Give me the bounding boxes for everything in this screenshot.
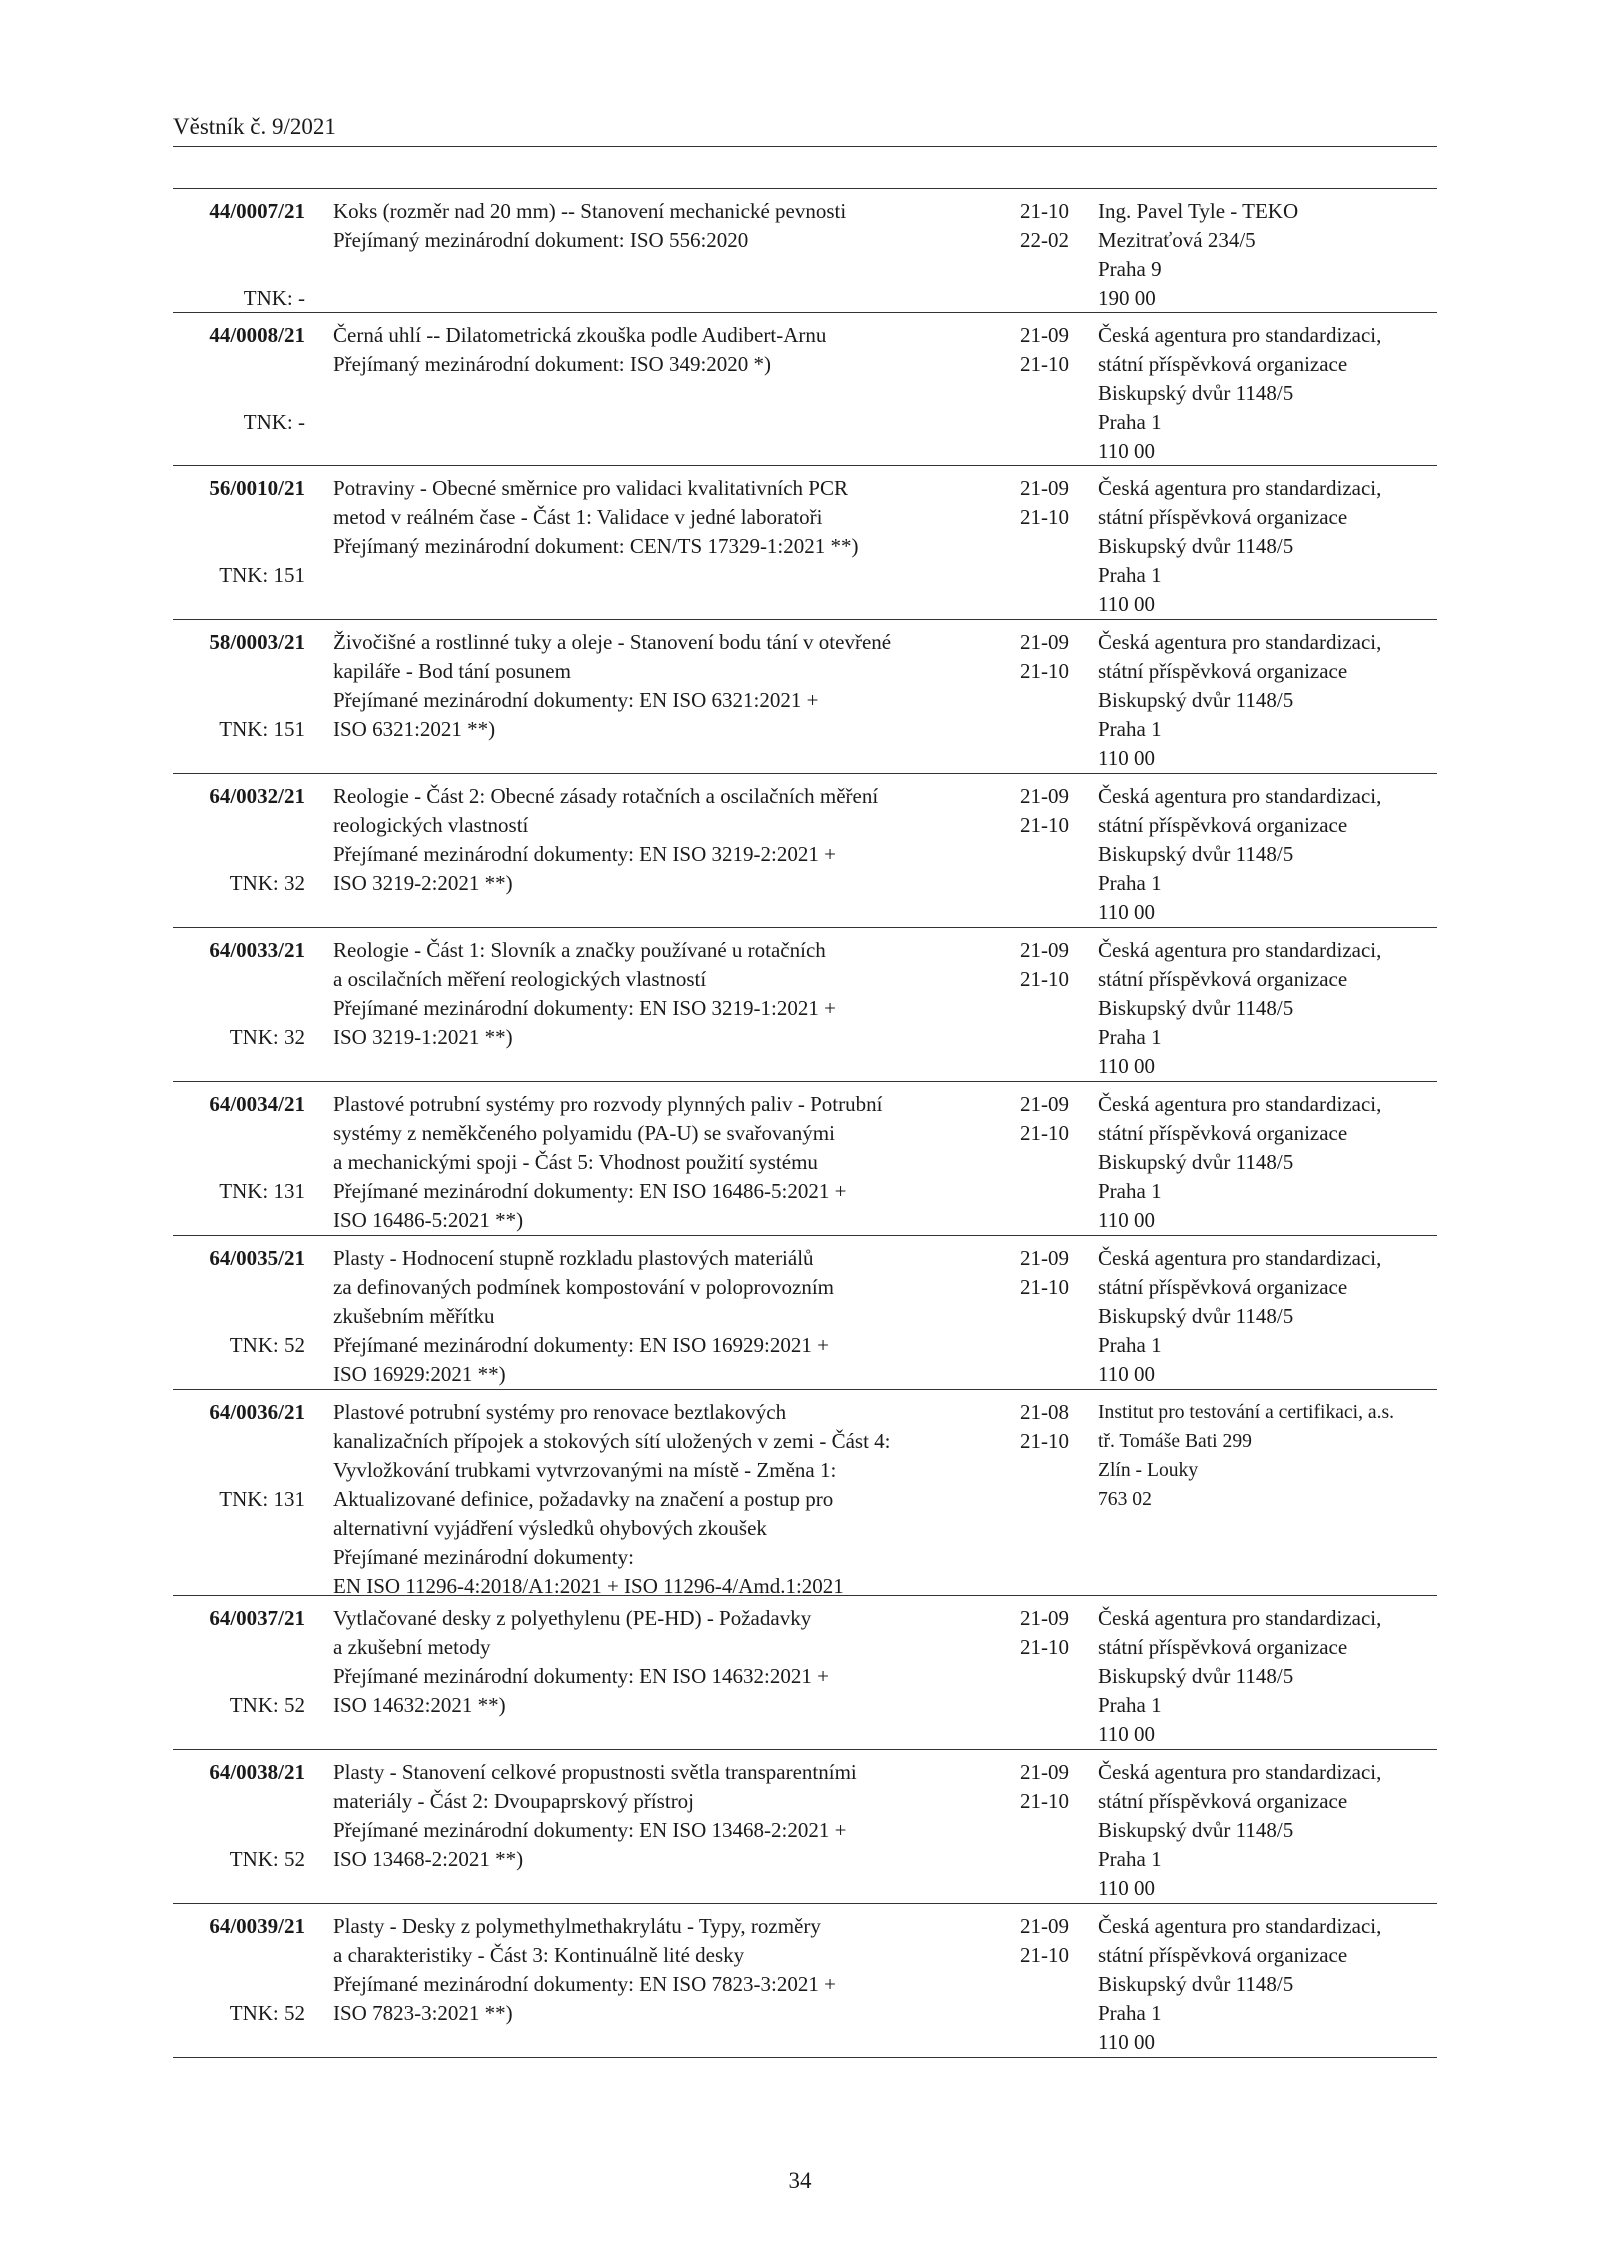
date-value: 21-10 (1020, 1635, 1069, 1659)
address-line: Česká agentura pro standardizaci, (1098, 784, 1382, 808)
entry-id-column (173, 474, 305, 587)
title-line: Koks (rozměr nad 20 mm) -- Stanovení mechanické pevnosti (333, 199, 847, 223)
address-line: Biskupský dvůr 1148/5 (1098, 1972, 1294, 1996)
processor-address (1098, 474, 1443, 619)
entry-dates (993, 197, 1069, 255)
entry-title (333, 197, 983, 255)
address-line: státní příspěvková organizace (1098, 1943, 1348, 1967)
date-value: 21-09 (1020, 630, 1069, 654)
address-line: 110 00 (1098, 900, 1155, 924)
address-line: státní příspěvková organizace (1098, 1789, 1348, 1813)
title-line: Černá uhlí -- Dilatometrická zkouška podle Audibert-Arnu (333, 323, 827, 347)
entry-dates (993, 936, 1069, 994)
address-line: státní příspěvková organizace (1098, 967, 1348, 991)
processor-address (1098, 782, 1443, 927)
address-line: 110 00 (1098, 439, 1155, 463)
address-line: Praha 1 (1098, 1179, 1162, 1203)
address-line: Ing. Pavel Tyle - TEKO (1098, 199, 1299, 223)
date-value: 21-10 (1020, 199, 1069, 223)
address-line: Česká agentura pro standardizaci, (1098, 938, 1382, 962)
address-line: Česká agentura pro standardizaci, (1098, 1914, 1382, 1938)
address-line: 763 02 (1098, 1489, 1152, 1510)
address-line: Institut pro testování a certifikaci, a.s. (1098, 1402, 1394, 1423)
date-value: 21-09 (1020, 1606, 1069, 1630)
address-line: Biskupský dvůr 1148/5 (1098, 534, 1294, 558)
entry-number: 64/0039/21 (209, 1914, 305, 1938)
address-line: Praha 1 (1098, 2001, 1162, 2025)
title-line: ISO 13468-2:2021 **) (333, 1847, 524, 1871)
date-value: 21-09 (1020, 1246, 1069, 1270)
processor-address (1098, 936, 1443, 1081)
list-item (173, 1750, 1437, 1904)
address-line: 110 00 (1098, 746, 1155, 770)
entry-title (333, 321, 983, 379)
address-line: Česká agentura pro standardizaci, (1098, 323, 1382, 347)
entry-dates (993, 782, 1069, 840)
tnk-label: TNK: 131 (219, 1487, 305, 1511)
tnk-label: TNK: 52 (229, 2001, 305, 2025)
title-line: ISO 14632:2021 **) (333, 1693, 506, 1717)
date-value: 21-10 (1020, 505, 1069, 529)
entry-dates (993, 1604, 1069, 1662)
list-item (173, 928, 1437, 1082)
title-line: Aktualizované definice, požadavky na značení a postup pro (333, 1487, 834, 1511)
address-line: Praha 9 (1098, 257, 1162, 281)
entry-id-column (173, 1090, 305, 1203)
date-value: 21-09 (1020, 1092, 1069, 1116)
entry-id-column (173, 1244, 305, 1357)
title-line: reologických vlastností (333, 813, 529, 837)
list-item (173, 774, 1437, 928)
title-line: kanalizačních přípojek a stokových sítí uložených v zemi - Část 4: (333, 1429, 891, 1453)
title-line: Plastové potrubní systémy pro renovace beztlakových (333, 1400, 787, 1424)
entry-title (333, 628, 983, 744)
address-line: státní příspěvková organizace (1098, 813, 1348, 837)
address-line: Česká agentura pro standardizaci, (1098, 630, 1382, 654)
address-line: Praha 1 (1098, 1333, 1162, 1357)
tnk-label: TNK: 52 (229, 1333, 305, 1357)
processor-address (1098, 197, 1443, 313)
title-line: materiály - Část 2: Dvoupaprskový přístroj (333, 1789, 695, 1813)
entry-number: 58/0003/21 (209, 630, 305, 654)
title-line: Přejímané mezinárodní dokumenty: EN ISO 3219-1:2021 + (333, 996, 836, 1020)
title-line: Potraviny - Obecné směrnice pro validaci kvalitativních PCR (333, 476, 848, 500)
entry-dates (993, 1244, 1069, 1302)
tnk-label: TNK: 131 (219, 1179, 305, 1203)
title-line: metod v reálném čase - Část 1: Validace v jedné laboratoři (333, 505, 823, 529)
address-line: Praha 1 (1098, 871, 1162, 895)
title-line: Přejímaný mezinárodní dokument: CEN/TS 17329-1:2021 **) (333, 534, 859, 558)
date-value: 21-10 (1020, 352, 1069, 376)
address-line: Biskupský dvůr 1148/5 (1098, 1304, 1294, 1328)
address-line: 110 00 (1098, 1362, 1155, 1386)
title-line: ISO 6321:2021 **) (333, 717, 496, 741)
title-line: Reologie - Část 2: Obecné zásady rotačních a oscilačních měření (333, 784, 879, 808)
address-line: 190 00 (1098, 286, 1156, 310)
entry-title (333, 782, 983, 898)
processor-address (1098, 1090, 1443, 1235)
address-line: Praha 1 (1098, 563, 1162, 587)
address-line: Biskupský dvůr 1148/5 (1098, 1818, 1294, 1842)
title-line: Přejímaný mezinárodní dokument: ISO 556:2020 (333, 228, 749, 252)
address-line: Česká agentura pro standardizaci, (1098, 1760, 1382, 1784)
entry-title (333, 1244, 983, 1389)
entry-number: 56/0010/21 (209, 476, 305, 500)
address-line: státní příspěvková organizace (1098, 505, 1348, 529)
address-line: Biskupský dvůr 1148/5 (1098, 381, 1294, 405)
date-value: 21-10 (1020, 1121, 1069, 1145)
entry-id-column (173, 1604, 305, 1717)
entry-number: 64/0038/21 (209, 1760, 305, 1784)
date-value: 21-09 (1020, 784, 1069, 808)
address-line: Zlín - Louky (1098, 1460, 1199, 1481)
entry-id-column (173, 197, 305, 310)
address-line: Biskupský dvůr 1148/5 (1098, 688, 1294, 712)
title-line: ISO 7823-3:2021 **) (333, 2001, 513, 2025)
address-line: Česká agentura pro standardizaci, (1098, 1606, 1382, 1630)
title-line: kapiláře - Bod tání posunem (333, 659, 571, 683)
processor-address (1098, 1912, 1443, 2057)
date-value: 21-09 (1020, 476, 1069, 500)
address-line: Praha 1 (1098, 1847, 1162, 1871)
processor-address (1098, 1758, 1443, 1903)
entry-dates (993, 474, 1069, 532)
address-line: Biskupský dvůr 1148/5 (1098, 996, 1294, 1020)
date-value: 21-10 (1020, 1429, 1069, 1453)
list-item (173, 620, 1437, 774)
address-line: státní příspěvková organizace (1098, 352, 1348, 376)
title-line: Přejímané mezinárodní dokumenty: EN ISO 14632:2021 + (333, 1664, 829, 1688)
page-number: 34 (788, 2168, 812, 2193)
processor-address (1098, 1244, 1443, 1389)
title-line: zkušebním měřítku (333, 1304, 495, 1328)
title-line: ISO 16929:2021 **) (333, 1362, 506, 1386)
title-line: Vytlačované desky z polyethylenu (PE-HD) - Požadavky (333, 1606, 812, 1630)
tnk-label: TNK: 52 (229, 1847, 305, 1871)
date-value: 22-02 (1020, 228, 1069, 252)
entry-number: 64/0033/21 (209, 938, 305, 962)
date-value: 21-10 (1020, 1789, 1069, 1813)
title-line: EN ISO 11296-4:2018/A1:2021 + ISO 11296-4/Amd.1:2021 (333, 1574, 844, 1598)
processor-address (1098, 1398, 1443, 1514)
address-line: Praha 1 (1098, 410, 1162, 434)
entry-number: 44/0008/21 (209, 323, 305, 347)
date-value: 21-08 (1020, 1400, 1069, 1424)
title-line: Přejímané mezinárodní dokumenty: EN ISO 7823-3:2021 + (333, 1972, 836, 1996)
title-line: ISO 16486-5:2021 **) (333, 1208, 524, 1232)
title-line: Živočišné a rostlinné tuky a oleje - Stanovení bodu tání v otevřené (333, 630, 892, 654)
entry-title (333, 1398, 983, 1601)
title-line: Reologie - Část 1: Slovník a značky používané u rotačních (333, 938, 826, 962)
entry-title (333, 474, 983, 561)
date-value: 21-09 (1020, 323, 1069, 347)
entry-id-column (173, 936, 305, 1049)
address-line: tř. Tomáše Bati 299 (1098, 1431, 1252, 1452)
entry-dates (993, 628, 1069, 686)
title-line: Přejímané mezinárodní dokumenty: EN ISO 3219-2:2021 + (333, 842, 836, 866)
address-line: státní příspěvková organizace (1098, 1121, 1348, 1145)
title-line: a mechanickými spoji - Část 5: Vhodnost použití systému (333, 1150, 818, 1174)
title-line: Plasty - Desky z polymethylmethakrylátu - Typy, rozměry (333, 1914, 821, 1938)
address-line: státní příspěvková organizace (1098, 659, 1348, 683)
entry-id-column (173, 782, 305, 895)
title-line: Přejímané mezinárodní dokumenty: EN ISO 16486-5:2021 + (333, 1179, 847, 1203)
standards-list (173, 188, 1437, 2058)
list-item (173, 466, 1437, 620)
address-line: Česká agentura pro standardizaci, (1098, 476, 1382, 500)
list-item (173, 1082, 1437, 1236)
date-value: 21-10 (1020, 1275, 1069, 1299)
entry-id-column (173, 1912, 305, 2025)
address-line: 110 00 (1098, 592, 1155, 616)
address-line: Biskupský dvůr 1148/5 (1098, 1150, 1294, 1174)
tnk-label: TNK: 151 (219, 717, 305, 741)
list-item (173, 313, 1437, 466)
address-line: 110 00 (1098, 1208, 1155, 1232)
address-line: 110 00 (1098, 1722, 1155, 1746)
list-item (173, 1596, 1437, 1750)
title-line: Plasty - Stanovení celkové propustnosti světla transparentními (333, 1760, 857, 1784)
title-line: Přejímaný mezinárodní dokument: ISO 349:2020 *) (333, 352, 772, 376)
list-item (173, 1390, 1437, 1596)
tnk-label: TNK: - (243, 286, 305, 310)
tnk-label: TNK: 32 (229, 1025, 305, 1049)
entry-title (333, 1912, 983, 2028)
title-line: a charakteristiky - Část 3: Kontinuálně lité desky (333, 1943, 745, 1967)
entry-id-column (173, 321, 305, 434)
tnk-label: TNK: 151 (219, 563, 305, 587)
entry-dates (993, 1912, 1069, 1970)
list-item (173, 1236, 1437, 1390)
entry-id-column (173, 628, 305, 741)
tnk-label: TNK: 52 (229, 1693, 305, 1717)
journal-title: Věstník č. 9/2021 (173, 114, 336, 139)
entry-number: 64/0036/21 (209, 1400, 305, 1424)
entry-number: 64/0032/21 (209, 784, 305, 808)
address-line: Praha 1 (1098, 1025, 1162, 1049)
list-item (173, 189, 1437, 313)
entry-dates (993, 1398, 1069, 1456)
address-line: státní příspěvková organizace (1098, 1635, 1348, 1659)
entry-number: 44/0007/21 (209, 199, 305, 223)
date-value: 21-10 (1020, 967, 1069, 991)
title-line: Plasty - Hodnocení stupně rozkladu plastových materiálů (333, 1246, 814, 1270)
date-value: 21-10 (1020, 813, 1069, 837)
title-line: a oscilačních měření reologických vlastností (333, 967, 707, 991)
title-line: Vyvložkování trubkami vytvrzovanými na místě - Změna 1: (333, 1458, 837, 1482)
tnk-label: TNK: 32 (229, 871, 305, 895)
address-line: státní příspěvková organizace (1098, 1275, 1348, 1299)
title-line: ISO 3219-2:2021 **) (333, 871, 513, 895)
address-line: Praha 1 (1098, 1693, 1162, 1717)
entry-dates (993, 1090, 1069, 1148)
entry-number: 64/0034/21 (209, 1092, 305, 1116)
address-line: Praha 1 (1098, 717, 1162, 741)
entry-title (333, 936, 983, 1052)
date-value: 21-10 (1020, 1943, 1069, 1967)
entry-title (333, 1604, 983, 1720)
list-item (173, 1904, 1437, 2058)
processor-address (1098, 1604, 1443, 1749)
title-line: Přejímané mezinárodní dokumenty: (333, 1545, 634, 1569)
address-line: Biskupský dvůr 1148/5 (1098, 1664, 1294, 1688)
address-line: 110 00 (1098, 2030, 1155, 2054)
entry-number: 64/0037/21 (209, 1606, 305, 1630)
address-line: Biskupský dvůr 1148/5 (1098, 842, 1294, 866)
address-line: Mezitraťová 234/5 (1098, 228, 1256, 252)
address-line: 110 00 (1098, 1876, 1155, 1900)
entry-title (333, 1090, 983, 1235)
title-line: systémy z neměkčeného polyamidu (PA-U) se svařovanými (333, 1121, 835, 1145)
title-line: Plastové potrubní systémy pro rozvody plynných paliv - Potrubní (333, 1092, 883, 1116)
date-value: 21-09 (1020, 1760, 1069, 1784)
processor-address (1098, 321, 1443, 466)
date-value: 21-10 (1020, 659, 1069, 683)
page-header (173, 112, 1437, 147)
title-line: alternativní vyjádření výsledků ohybových zkoušek (333, 1516, 767, 1540)
date-value: 21-09 (1020, 938, 1069, 962)
title-line: Přejímané mezinárodní dokumenty: EN ISO 6321:2021 + (333, 688, 819, 712)
title-line: Přejímané mezinárodní dokumenty: EN ISO 13468-2:2021 + (333, 1818, 847, 1842)
title-line: ISO 3219-1:2021 **) (333, 1025, 513, 1049)
title-line: za definovaných podmínek kompostování v poloprovozním (333, 1275, 834, 1299)
address-line: Česká agentura pro standardizaci, (1098, 1092, 1382, 1116)
processor-address (1098, 628, 1443, 773)
entry-dates (993, 1758, 1069, 1816)
title-line: Přejímané mezinárodní dokumenty: EN ISO 16929:2021 + (333, 1333, 829, 1357)
entry-number: 64/0035/21 (209, 1246, 305, 1270)
address-line: 110 00 (1098, 1054, 1155, 1078)
tnk-label: TNK: - (243, 410, 305, 434)
entry-id-column (173, 1758, 305, 1871)
entry-id-column (173, 1398, 305, 1511)
date-value: 21-09 (1020, 1914, 1069, 1938)
entry-title (333, 1758, 983, 1874)
address-line: Česká agentura pro standardizaci, (1098, 1246, 1382, 1270)
title-line: a zkušební metody (333, 1635, 491, 1659)
entry-dates (993, 321, 1069, 379)
